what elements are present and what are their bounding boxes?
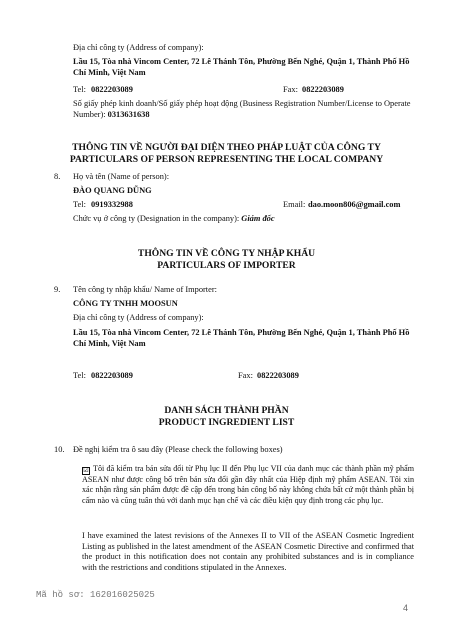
record-code: Mã hồ sơ: 162016025025: [36, 590, 155, 600]
company-fax-label: Fax:: [283, 85, 298, 94]
statement-vn-text: Tôi đã kiểm tra bản sửa đổi từ Phụ lục II đến Phụ lục VII của danh mục các thành phần mỹ phẩm ASEAN như được công bố trên bản sửa đổi gần đây nhất của Hiệp định mỹ phẩm ASEAN. Tôi xin xác nhận rằng sản phẩm được đề cập đến trong bản công bố này không chứa bất cứ một thành phần bị cấm nào và cũng tuân thủ với danh mục hạn chế và các điều kiện quy định trong các phụ lục.: [82, 464, 414, 505]
importer-name-value: CÔNG TY TNHH MOOSUN: [73, 299, 178, 308]
item-number-10: 10.: [54, 445, 65, 454]
importer-fax-label: Fax:: [238, 371, 253, 380]
statement-en: I have examined the latest revisions of the Annexes II to VII of the ASEAN Cosmetic Ingredient Listing as published in the latest amendment of the ASEAN Cosmetic Directive and confirmed that the product in this notification does not contain any prohibited substances and is in compliance with the restrictions and conditions stipulated in the Annexes.: [82, 531, 414, 572]
item-number-8: 8.: [54, 172, 61, 181]
license-label-text: Số giấy phép kinh doanh/Số giấy phép hoạt động (Business Registration Number/License to Operate Number):: [73, 99, 411, 119]
position-label-text: Chức vụ ở công ty (Designation in the company):: [73, 214, 240, 223]
person-tel-label: Tel:: [73, 200, 86, 209]
statement-vn: [82, 464, 414, 506]
ingredient-heading-vn: DANH SÁCH THÀNH PHẦN: [164, 405, 289, 416]
importer-heading-vn: THÔNG TIN VỀ CÔNG TY NHẬP KHẨU: [137, 248, 316, 259]
importer-tel-value: 0822203089: [91, 371, 133, 380]
company-tel-label: Tel:: [73, 85, 86, 94]
person-email-label: Email:: [283, 200, 306, 209]
company-address-value: Lầu 15, Tòa nhà Vincom Center, 72 Lê Thánh Tôn, Phường Bến Nghé, Quận 1, Thành Phố Hồ Chí Minh, Việt Nam: [73, 57, 410, 77]
importer-address-value: Lầu 15, Tòa nhà Vincom Center, 72 Lê Thánh Tôn, Phường Bến Nghé, Quận 1, Thành Phố Hồ Chí Minh, Việt Nam: [73, 328, 410, 348]
person-position-label: [73, 214, 275, 223]
checkbox-checked-icon[interactable]: ☑: [83, 467, 89, 474]
company-fax-value: 0822203089: [302, 85, 344, 94]
person-tel-value: 0919332988: [91, 200, 133, 209]
person-name-label: Họ và tên (Name of person):: [73, 172, 170, 181]
importer-fax-value: 0822203089: [257, 371, 299, 380]
person-position-value: Giám đốc: [241, 214, 275, 223]
company-tel-value: 0822203089: [91, 85, 133, 94]
license-label: [73, 98, 418, 120]
importer-tel-label: Tel:: [73, 371, 86, 380]
importer-address-label: Địa chỉ công ty (Address of company):: [73, 313, 204, 322]
item-number-9: 9.: [54, 285, 61, 294]
check-instruction: Đề nghị kiểm tra ô sau đây (Please check the following boxes): [73, 445, 283, 454]
importer-name-label: Tên công ty nhập khẩu/ Name of Importer:: [73, 285, 217, 294]
license-value: 0313631638: [107, 110, 150, 119]
company-address-label: Địa chỉ công ty (Address of company):: [73, 43, 204, 52]
person-email-value: dao.moon806@gmail.com: [308, 200, 401, 209]
representative-heading-vn: THÔNG TIN VỀ NGƯỜI ĐẠI DIỆN THEO PHÁP LUẬT CỦA CÔNG TY: [72, 142, 381, 153]
ingredient-heading-en: PRODUCT INGREDIENT LIST: [158, 417, 295, 428]
person-name-value: ĐÀO QUANG DŨNG: [73, 186, 152, 195]
representative-heading-en: PARTICULARS OF PERSON REPRESENTING THE LOCAL COMPANY: [69, 154, 384, 165]
page-number: 4: [403, 603, 409, 613]
importer-heading-en: PARTICULARS OF IMPORTER: [157, 260, 296, 271]
